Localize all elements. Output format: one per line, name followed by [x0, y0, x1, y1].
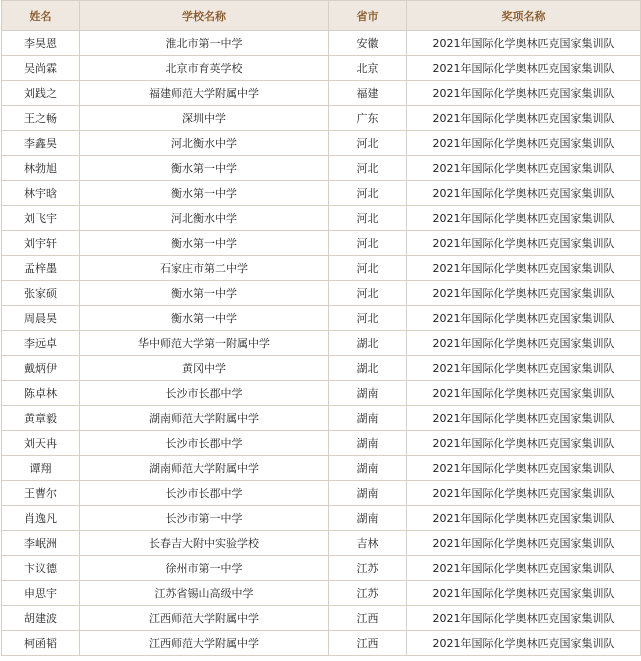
cell-school: 江西师范大学附属中学	[80, 631, 329, 656]
table-row	[2, 81, 641, 106]
cell-province: 吉林	[329, 531, 407, 556]
table-row	[2, 556, 641, 581]
cell-name: 黄章毅	[2, 406, 80, 431]
table-row	[2, 506, 641, 531]
header-row	[2, 1, 641, 31]
table-row	[2, 631, 641, 656]
cell-school: 黄冈中学	[80, 356, 329, 381]
cell-award: 2021年国际化学奥林匹克国家集训队	[407, 481, 641, 506]
cell-award: 2021年国际化学奥林匹克国家集训队	[407, 531, 641, 556]
cell-province: 湖南	[329, 431, 407, 456]
cell-province: 湖南	[329, 406, 407, 431]
table-row	[2, 181, 641, 206]
table-row	[2, 606, 641, 631]
cell-award: 2021年国际化学奥林匹克国家集训队	[407, 131, 641, 156]
cell-award: 2021年国际化学奥林匹克国家集训队	[407, 431, 641, 456]
cell-province: 北京	[329, 56, 407, 81]
cell-school: 湖南师范大学附属中学	[80, 406, 329, 431]
table-row	[2, 406, 641, 431]
cell-province: 河北	[329, 156, 407, 181]
cell-school: 衡水第一中学	[80, 156, 329, 181]
cell-province: 河北	[329, 131, 407, 156]
cell-school: 湖南师范大学附属中学	[80, 456, 329, 481]
cell-province: 河北	[329, 181, 407, 206]
cell-school: 深圳中学	[80, 106, 329, 131]
cell-school: 长沙市第一中学	[80, 506, 329, 531]
table-row	[2, 381, 641, 406]
table-row	[2, 306, 641, 331]
cell-name: 肖逸凡	[2, 506, 80, 531]
cell-name: 柯函韬	[2, 631, 80, 656]
table-row	[2, 206, 641, 231]
cell-school: 淮北市第一中学	[80, 31, 329, 56]
cell-award: 2021年国际化学奥林匹克国家集训队	[407, 456, 641, 481]
table-row	[2, 581, 641, 606]
cell-award: 2021年国际化学奥林匹克国家集训队	[407, 206, 641, 231]
cell-province: 湖南	[329, 481, 407, 506]
cell-name: 刘飞宇	[2, 206, 80, 231]
cell-school: 衡水第一中学	[80, 306, 329, 331]
table-header	[2, 1, 641, 31]
table-row	[2, 31, 641, 56]
cell-school: 江苏省锡山高级中学	[80, 581, 329, 606]
table-row	[2, 281, 641, 306]
table-row	[2, 131, 641, 156]
cell-name: 王曹尔	[2, 481, 80, 506]
cell-school: 北京市育英学校	[80, 56, 329, 81]
cell-school: 长沙市长郡中学	[80, 481, 329, 506]
cell-name: 卞议德	[2, 556, 80, 581]
cell-name: 胡建波	[2, 606, 80, 631]
cell-province: 湖南	[329, 456, 407, 481]
cell-school: 石家庄市第二中学	[80, 256, 329, 281]
table-row	[2, 356, 641, 381]
cell-award: 2021年国际化学奥林匹克国家集训队	[407, 256, 641, 281]
cell-award: 2021年国际化学奥林匹克国家集训队	[407, 181, 641, 206]
table-row	[2, 456, 641, 481]
cell-province: 广东	[329, 106, 407, 131]
cell-name: 刘践之	[2, 81, 80, 106]
cell-province: 江西	[329, 606, 407, 631]
cell-name: 吴尚霖	[2, 56, 80, 81]
cell-award: 2021年国际化学奥林匹克国家集训队	[407, 506, 641, 531]
cell-school: 衡水第一中学	[80, 181, 329, 206]
cell-province: 河北	[329, 256, 407, 281]
cell-province: 河北	[329, 306, 407, 331]
table-row	[2, 531, 641, 556]
cell-school: 河北衡水中学	[80, 131, 329, 156]
table-body	[2, 31, 641, 656]
cell-name: 李鑫昊	[2, 131, 80, 156]
cell-province: 河北	[329, 231, 407, 256]
cell-award: 2021年国际化学奥林匹克国家集训队	[407, 281, 641, 306]
cell-province: 江苏	[329, 581, 407, 606]
table-row	[2, 481, 641, 506]
table-row	[2, 106, 641, 131]
cell-award: 2021年国际化学奥林匹克国家集训队	[407, 406, 641, 431]
table-row	[2, 256, 641, 281]
cell-province: 江西	[329, 631, 407, 656]
cell-province: 湖北	[329, 331, 407, 356]
header-name: 姓名	[2, 1, 80, 31]
cell-award: 2021年国际化学奥林匹克国家集训队	[407, 306, 641, 331]
cell-name: 李岷洲	[2, 531, 80, 556]
cell-name: 林勃旭	[2, 156, 80, 181]
cell-award: 2021年国际化学奥林匹克国家集训队	[407, 556, 641, 581]
cell-award: 2021年国际化学奥林匹克国家集训队	[407, 356, 641, 381]
cell-award: 2021年国际化学奥林匹克国家集训队	[407, 81, 641, 106]
cell-award: 2021年国际化学奥林匹克国家集训队	[407, 581, 641, 606]
cell-province: 安徽	[329, 31, 407, 56]
cell-school: 长沙市长郡中学	[80, 431, 329, 456]
cell-award: 2021年国际化学奥林匹克国家集训队	[407, 231, 641, 256]
cell-province: 河北	[329, 281, 407, 306]
cell-name: 刘天冉	[2, 431, 80, 456]
cell-name: 孟梓墨	[2, 256, 80, 281]
award-table	[1, 0, 641, 656]
cell-name: 刘宇轩	[2, 231, 80, 256]
cell-award: 2021年国际化学奥林匹克国家集训队	[407, 381, 641, 406]
cell-name: 周晨昊	[2, 306, 80, 331]
cell-award: 2021年国际化学奥林匹克国家集训队	[407, 106, 641, 131]
table-row	[2, 56, 641, 81]
cell-name: 张家硕	[2, 281, 80, 306]
cell-award: 2021年国际化学奥林匹克国家集训队	[407, 331, 641, 356]
cell-province: 江苏	[329, 556, 407, 581]
cell-award: 2021年国际化学奥林匹克国家集训队	[407, 631, 641, 656]
cell-school: 河北衡水中学	[80, 206, 329, 231]
table-row	[2, 431, 641, 456]
cell-school: 江西师范大学附属中学	[80, 606, 329, 631]
table-row	[2, 156, 641, 181]
cell-name: 李远卓	[2, 331, 80, 356]
header-province: 省市	[329, 1, 407, 31]
cell-name: 李昊恩	[2, 31, 80, 56]
cell-award: 2021年国际化学奥林匹克国家集训队	[407, 56, 641, 81]
cell-school: 徐州市第一中学	[80, 556, 329, 581]
table-row	[2, 231, 641, 256]
cell-school: 衡水第一中学	[80, 281, 329, 306]
cell-school: 华中师范大学第一附属中学	[80, 331, 329, 356]
cell-school: 长春吉大附中实验学校	[80, 531, 329, 556]
cell-province: 福建	[329, 81, 407, 106]
cell-award: 2021年国际化学奥林匹克国家集训队	[407, 156, 641, 181]
cell-province: 湖北	[329, 356, 407, 381]
cell-school: 衡水第一中学	[80, 231, 329, 256]
cell-province: 湖南	[329, 381, 407, 406]
cell-name: 申思宇	[2, 581, 80, 606]
cell-province: 湖南	[329, 506, 407, 531]
cell-school: 福建师范大学附属中学	[80, 81, 329, 106]
cell-name: 谭翔	[2, 456, 80, 481]
cell-name: 王之畅	[2, 106, 80, 131]
cell-award: 2021年国际化学奥林匹克国家集训队	[407, 606, 641, 631]
header-award: 奖项名称	[407, 1, 641, 31]
table-row	[2, 331, 641, 356]
cell-award: 2021年国际化学奥林匹克国家集训队	[407, 31, 641, 56]
cell-name: 林宇晗	[2, 181, 80, 206]
header-school: 学校名称	[80, 1, 329, 31]
cell-name: 戴炳伊	[2, 356, 80, 381]
cell-province: 河北	[329, 206, 407, 231]
cell-school: 长沙市长郡中学	[80, 381, 329, 406]
cell-name: 陈卓林	[2, 381, 80, 406]
